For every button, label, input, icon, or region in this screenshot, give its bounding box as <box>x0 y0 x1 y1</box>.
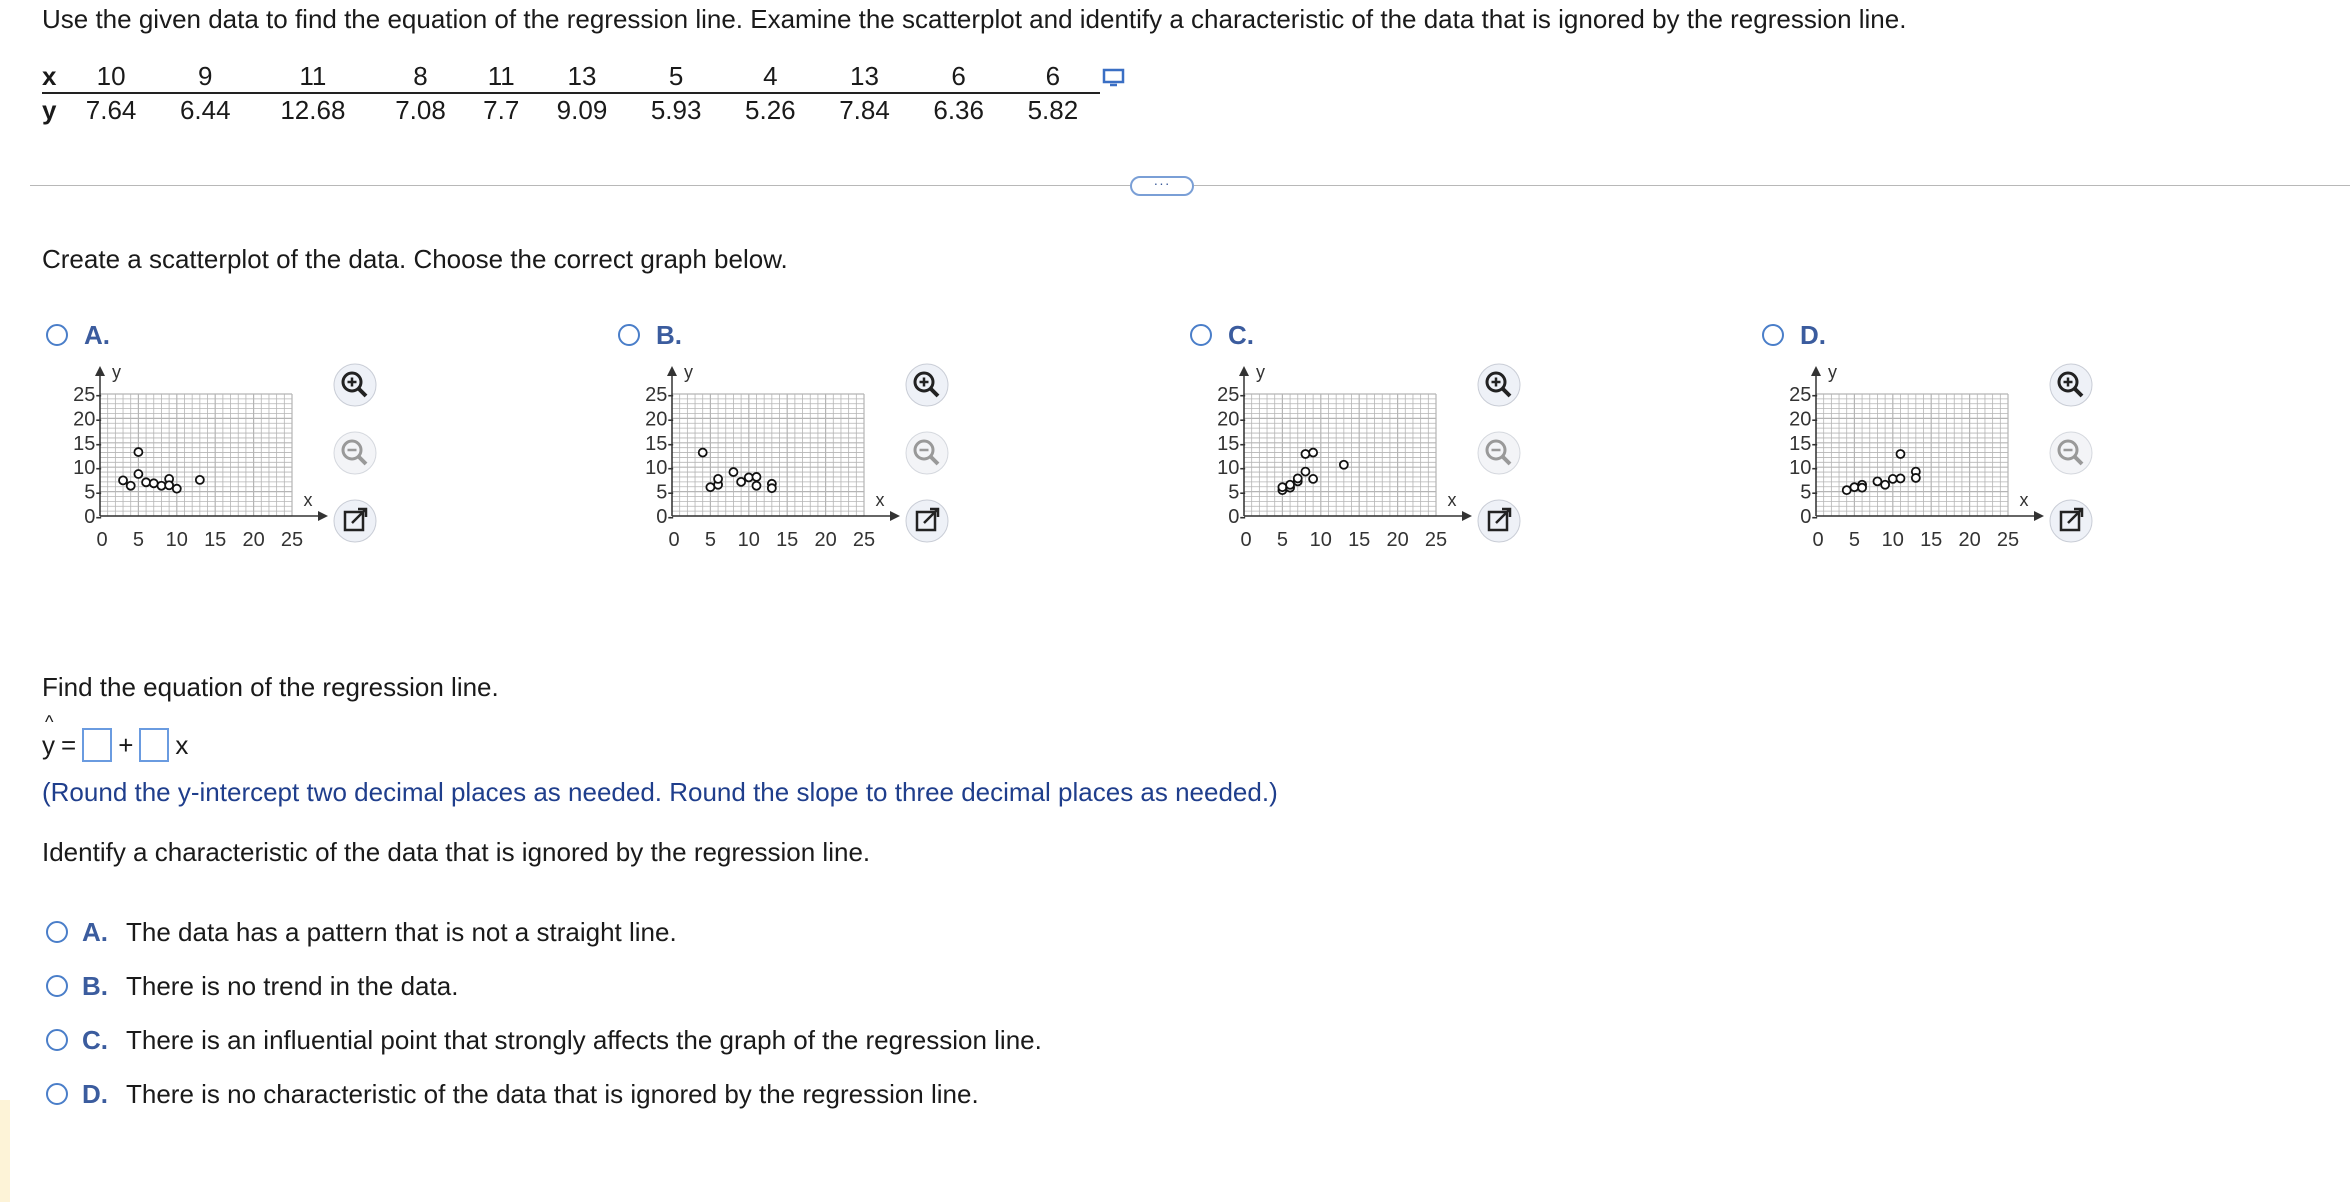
data-point <box>745 473 753 481</box>
y-tick-label: 5- <box>1228 481 1246 504</box>
table-y-cell: 5.93 <box>650 94 702 125</box>
data-point <box>714 475 722 483</box>
data-point <box>1309 475 1317 483</box>
table-y-cell: 5.26 <box>745 94 796 125</box>
scatterplot-a <box>40 362 340 552</box>
y-axis-arrow <box>1811 366 1821 376</box>
y-tick-label: 5- <box>1800 481 1818 504</box>
data-point <box>1896 474 1904 482</box>
data-point <box>752 473 760 481</box>
table-x-cell: 10 <box>64 60 158 93</box>
scatterplot-c <box>1184 362 1484 552</box>
x-axis-arrow <box>1462 511 1472 521</box>
y-tick-label: 15- <box>645 432 674 455</box>
zoom-in-icon[interactable] <box>2048 362 2094 408</box>
zoom-out-icon[interactable] <box>2048 430 2094 476</box>
data-point <box>1896 450 1904 458</box>
data-point <box>1912 474 1920 482</box>
y-tick-label: 20- <box>73 408 102 431</box>
table-y-cell: 7.84 <box>839 94 890 125</box>
x-tick-label: 15 <box>776 529 799 551</box>
radio-graph-a[interactable] <box>46 324 68 346</box>
y-tick-label: 20- <box>1789 408 1818 431</box>
data-point <box>157 482 165 490</box>
y-tick-label: 0- <box>84 506 102 528</box>
option-c-row[interactable] <box>46 1022 1042 1058</box>
y-tick-label: 20- <box>1217 408 1246 431</box>
option-letter: D. <box>1800 320 1826 350</box>
x-tick-label: 25 <box>1424 529 1448 551</box>
x-tick-label: 10 <box>1309 529 1332 551</box>
x-axis-arrow <box>318 511 328 521</box>
y-tick-label: 25- <box>1217 384 1246 406</box>
table-y-cell: 7.64 <box>85 94 137 125</box>
x-axis-label: x <box>1447 490 1457 510</box>
data-point <box>1873 477 1881 485</box>
y-axis-arrow <box>1239 366 1249 376</box>
x-axis-label: x <box>303 490 313 510</box>
option-letter: B. <box>82 970 108 1001</box>
table-x-cell: 4 <box>723 60 817 93</box>
graph-option-c <box>1184 318 1604 628</box>
pop-out-icon[interactable] <box>2048 498 2094 544</box>
table-x-cell: 5 <box>629 60 723 93</box>
radio-graph-b[interactable] <box>618 324 640 346</box>
y-tick-label: 25- <box>73 384 102 406</box>
option-b-row[interactable] <box>46 968 1042 1004</box>
pop-out-icon[interactable] <box>904 498 950 544</box>
option-text: The data has a pattern that is not a straight line. <box>126 916 677 947</box>
radio-option-b[interactable] <box>46 975 68 997</box>
table-y-cell: 9.09 <box>556 94 608 125</box>
radio-graph-d[interactable] <box>1762 324 1784 346</box>
x-tick-label: 5 <box>132 529 144 551</box>
x-tick-label: 25 <box>1996 529 2020 551</box>
option-letter: C. <box>82 1024 108 1055</box>
option-text: There is no trend in the data. <box>126 970 459 1001</box>
y-tick-label: 10- <box>1789 457 1818 480</box>
y-axis-label: y <box>1828 362 1837 382</box>
zoom-in-icon[interactable] <box>1476 362 1522 408</box>
rounding-note: (Round the y-intercept two decimal places as needed. Round the slope to three decimal places as needed.) <box>42 777 1278 807</box>
radio-option-a[interactable] <box>46 921 68 943</box>
table-x-cell: 13 <box>817 60 911 93</box>
y-hat-letter: y <box>42 729 55 760</box>
graph-option-a <box>40 318 460 628</box>
x-axis-arrow <box>890 511 900 521</box>
data-point <box>127 482 135 490</box>
option-letter: B. <box>656 320 682 350</box>
x-tick-label: 0 <box>96 529 108 551</box>
slope-input[interactable] <box>139 728 169 762</box>
data-point <box>768 484 776 492</box>
y-tick-label: 5- <box>84 481 102 504</box>
y-axis-arrow <box>667 366 677 376</box>
y-tick-label: 10- <box>73 457 102 480</box>
radio-graph-c[interactable] <box>1190 324 1212 346</box>
table-x-cell: 6 <box>1006 60 1100 93</box>
y-tick-label: 15- <box>1789 432 1818 455</box>
x-axis-label: x <box>875 490 885 510</box>
table-x-label: x <box>42 60 64 93</box>
y-tick-label: 15- <box>1217 432 1246 455</box>
x-tick-label: 15 <box>1348 529 1371 551</box>
data-table <box>42 60 1100 126</box>
data-point <box>737 478 745 486</box>
option-d-row[interactable] <box>46 1076 1042 1112</box>
x-tick-label: 5 <box>1276 529 1288 551</box>
x-tick-label: 5 <box>704 529 716 551</box>
x-variable: x <box>175 729 189 760</box>
option-letter: A. <box>82 916 108 947</box>
data-point <box>1309 449 1317 457</box>
y-axis-label: y <box>112 362 121 382</box>
x-tick-label: 20 <box>1386 529 1409 551</box>
data-point <box>1286 481 1294 489</box>
y-axis-arrow <box>95 366 105 376</box>
table-x-cell: 6 <box>912 60 1006 93</box>
table-y-label: y <box>42 94 57 125</box>
table-x-cell: 11 <box>468 60 535 93</box>
data-point <box>119 476 127 484</box>
zoom-out-icon[interactable] <box>1476 430 1522 476</box>
scatterplot-prompt: Create a scatterplot of the data. Choose the correct graph below. <box>42 244 788 274</box>
y-tick-label: 0- <box>1800 506 1818 528</box>
x-tick-label: 25 <box>852 529 876 551</box>
data-point <box>134 470 142 478</box>
pop-out-icon[interactable] <box>1476 498 1522 544</box>
x-tick-label: 20 <box>1958 529 1981 551</box>
characteristic-options <box>46 914 1042 1112</box>
zoom-in-icon[interactable] <box>332 362 378 408</box>
table-y-cell: 12.68 <box>280 94 346 125</box>
x-tick-label: 0 <box>668 529 680 551</box>
table-y-cell: 7.08 <box>395 94 446 125</box>
y-tick-label: 0- <box>656 506 674 528</box>
graph-option-b <box>612 318 1032 628</box>
data-point <box>1881 481 1889 489</box>
data-point <box>1301 468 1309 476</box>
scatterplot-b <box>612 362 912 552</box>
data-point <box>165 481 173 489</box>
graph-option-d <box>1756 318 2176 628</box>
scatterplot-d <box>1756 362 2056 552</box>
table-row-y <box>42 93 1100 126</box>
x-axis-label: x <box>2019 490 2029 510</box>
regression-prompt: Find the equation of the regression line. <box>42 672 499 702</box>
y-intercept-input[interactable] <box>82 728 112 762</box>
data-point <box>134 448 142 456</box>
table-y-cell: 7.7 <box>483 94 520 125</box>
option-letter: D. <box>82 1078 108 1109</box>
y-hat-symbol <box>42 711 55 761</box>
data-point <box>1294 474 1302 482</box>
table-y-cell: 6.44 <box>179 94 231 125</box>
y-tick-label: 0- <box>1228 506 1246 528</box>
section-divider-right <box>1194 185 2350 186</box>
table-y-cell: 6.36 <box>933 94 984 125</box>
y-tick-label: 10- <box>645 457 674 480</box>
data-point <box>196 476 204 484</box>
data-point <box>173 485 181 493</box>
copy-data-icon[interactable] <box>1102 68 1126 90</box>
y-tick-label: 15- <box>73 432 102 455</box>
option-a-row[interactable] <box>46 914 1042 950</box>
regression-equation <box>42 711 189 762</box>
option-letter: C. <box>1228 320 1254 350</box>
x-tick-label: 15 <box>204 529 227 551</box>
x-tick-label: 10 <box>737 529 760 551</box>
x-tick-label: 20 <box>814 529 837 551</box>
y-tick-label: 25- <box>1789 384 1818 406</box>
data-point <box>1889 475 1897 483</box>
option-text: There is an influential point that strongly affects the graph of the regression line. <box>126 1024 1042 1055</box>
table-x-cell: 8 <box>373 60 467 93</box>
table-y-cell: 5.82 <box>1027 94 1079 125</box>
x-axis-arrow <box>2034 511 2044 521</box>
data-point <box>729 468 737 476</box>
table-x-cell: 9 <box>158 60 252 93</box>
x-tick-label: 0 <box>1812 529 1824 551</box>
x-tick-label: 0 <box>1240 529 1252 551</box>
zoom-in-icon[interactable] <box>904 362 950 408</box>
data-point <box>699 449 707 457</box>
table-x-cell: 11 <box>252 60 373 93</box>
data-point <box>1301 450 1309 458</box>
section-divider-left <box>30 185 1130 186</box>
left-edge-strip <box>0 1100 10 1202</box>
zoom-out-icon[interactable] <box>904 430 950 476</box>
x-tick-label: 15 <box>1920 529 1943 551</box>
option-text: There is no characteristic of the data that is ignored by the regression line. <box>126 1078 979 1109</box>
y-tick-label: 5- <box>656 481 674 504</box>
y-axis-label: y <box>684 362 693 382</box>
y-axis-label: y <box>1256 362 1265 382</box>
y-tick-label: 25- <box>645 384 674 406</box>
data-point <box>1858 484 1866 492</box>
table-x-cell: 13 <box>535 60 629 93</box>
x-tick-label: 25 <box>280 529 304 551</box>
x-tick-label: 10 <box>1881 529 1904 551</box>
x-tick-label: 20 <box>242 529 265 551</box>
table-row-x <box>42 60 1100 93</box>
data-point <box>1340 461 1348 469</box>
hat-caret: ^ <box>45 711 54 732</box>
radio-option-c[interactable] <box>46 1029 68 1051</box>
data-point <box>142 478 150 486</box>
show-more-button[interactable]: ··· <box>1130 176 1194 196</box>
question-prompt: Use the given data to find the equation of the regression line. Examine the scatterplot and identify a characteristic of the data that is ignored by the regression line. <box>42 4 1907 34</box>
characteristic-prompt: Identify a characteristic of the data that is ignored by the regression line. <box>42 837 871 867</box>
equals-sign: = <box>61 729 77 760</box>
option-letter: A. <box>84 320 110 350</box>
data-point <box>752 482 760 490</box>
x-tick-label: 5 <box>1848 529 1860 551</box>
plus-sign: + <box>118 729 134 760</box>
pop-out-icon[interactable] <box>332 498 378 544</box>
y-tick-label: 10- <box>1217 457 1246 480</box>
x-tick-label: 10 <box>165 529 188 551</box>
y-tick-label: 20- <box>645 408 674 431</box>
radio-option-d[interactable] <box>46 1083 68 1105</box>
zoom-out-icon[interactable] <box>332 430 378 476</box>
